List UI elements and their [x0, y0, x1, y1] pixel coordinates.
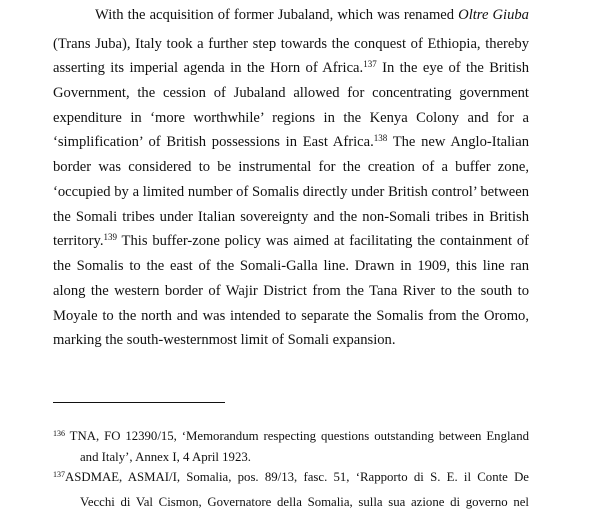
- text-run: the Somali tribes under Italian sovereignty and the non-Somali tribes in British: [53, 209, 529, 225]
- text-run: ‘simplification’ of British possessions in East Africa.: [53, 134, 374, 150]
- text-run: This buffer-zone policy was aimed at facilitating the containment of: [117, 233, 529, 249]
- text-run: Moyale to the north and was intended to separate the Somalis from the Oromo,: [53, 308, 529, 324]
- body-line: [53, 208, 529, 226]
- text-run: and Italy’, Annex I, 4 April 1923.: [80, 450, 251, 464]
- footnote-ref: 137: [363, 59, 377, 69]
- footnote-137: [53, 469, 529, 485]
- body-line-last: [53, 331, 529, 349]
- body-line: [53, 282, 529, 300]
- footnote-136-cont: [80, 449, 529, 465]
- text-run: territory.: [53, 233, 104, 249]
- text-run: (Trans Juba), Italy took a further step towards the conquest of Ethiopia, thereby: [53, 36, 529, 52]
- body-line: [53, 232, 529, 250]
- body-line: [95, 6, 529, 24]
- body-line: [53, 158, 529, 176]
- footnote-136: [53, 428, 529, 444]
- footnote-ref: 138: [373, 133, 388, 143]
- body-line: [53, 307, 529, 325]
- footnote-ref: 136: [53, 429, 65, 438]
- text-run: Vecchi di Val Cismon, Governatore della Somalia, sulla sua azione di governo nel: [80, 495, 529, 509]
- footnote-ref: 139: [103, 232, 118, 242]
- text-run: along the western border of Wajir District from the Tana River to the south to: [53, 283, 529, 299]
- text-run: ASDMAE, ASMAI/I, Somalia, pos. 89/13, fasc. 51, ‘Rapporto di S. E. il Conte De: [65, 470, 529, 484]
- text-run: In the eye of the British: [376, 60, 529, 76]
- text-run: asserting its imperial agenda in the Horn of Africa.: [53, 60, 364, 76]
- text-run: ‘occupied by a limited number of Somalis directly under British control’ between: [53, 184, 529, 200]
- body-line: [53, 183, 529, 201]
- body-line: [53, 84, 529, 102]
- text-run: marking the south-westernmost limit of Somali expansion.: [53, 332, 396, 348]
- footnote-137-cont: [80, 494, 529, 510]
- body-line: [53, 35, 529, 53]
- italic-term: Oltre Giuba: [458, 7, 529, 23]
- text-run: expenditure in ‘more worthwhile’ regions in the Kenya Colony and for a: [53, 110, 529, 126]
- text-run: With the acquisition of former Jubaland, which was renamed: [95, 7, 459, 23]
- footnote-separator: [53, 402, 225, 403]
- text-run: TNA, FO 12390/15, ‘Memorandum respecting questions outstanding between England: [65, 429, 529, 443]
- text-run: the Somalis to the east of the Somali-Galla line. Drawn in 1909, this line ran: [53, 258, 529, 274]
- body-line: [53, 59, 529, 77]
- body-line: [53, 133, 529, 151]
- text-run: border was considered to be instrumental for the creation of a buffer zone,: [53, 159, 529, 175]
- footnote-ref: 137: [53, 470, 65, 479]
- text-run: Government, the cession of Jubaland allowed for concentrating government: [53, 85, 529, 101]
- body-line: [53, 109, 529, 127]
- text-run: The new Anglo-Italian: [387, 134, 530, 150]
- body-line: [53, 257, 529, 275]
